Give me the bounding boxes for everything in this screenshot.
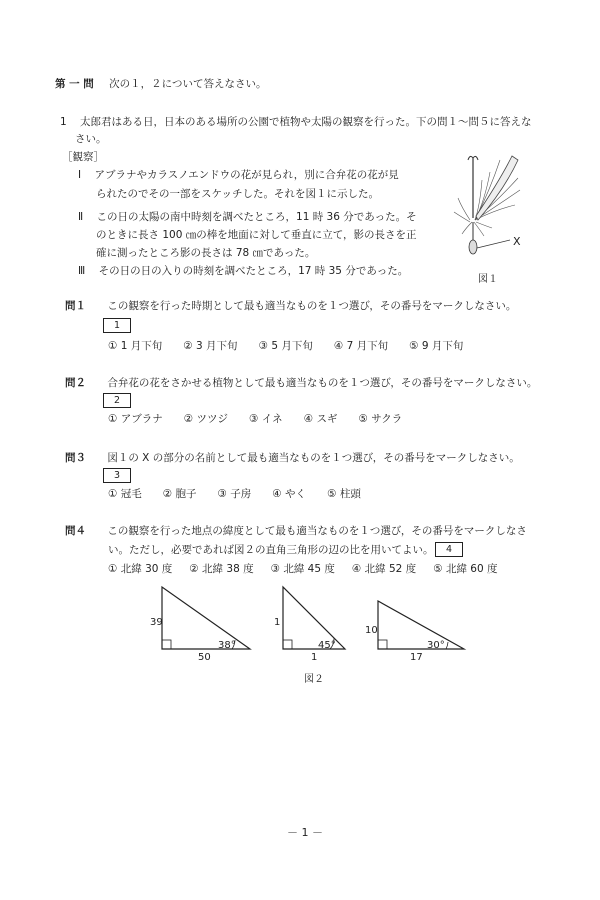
q1-option-3[interactable]: ③ 5 月下旬 — [258, 340, 313, 352]
intro-number: 1 — [60, 116, 67, 128]
figure1-caption: 図１ — [478, 274, 498, 285]
observation-2-line-3: 確に測ったところ影の長さは 78 ㎝であった。 — [96, 247, 316, 259]
triangle-2-angle: 45° — [318, 640, 336, 651]
q4-option-4[interactable]: ④ 北緯 52 度 — [351, 563, 417, 575]
intro-line-2: さい。 — [75, 133, 107, 145]
q3-option-5[interactable]: ⑤ 柱頭 — [327, 488, 361, 500]
question-1-options — [108, 338, 466, 353]
observation-1-line-2: られたのでその一部をスケッチした。それを図１に示した。 — [96, 188, 379, 200]
page-number: － 1 － — [287, 826, 323, 839]
q3-option-4[interactable]: ④ やく — [272, 488, 307, 500]
triangle-3-height: 10 — [365, 625, 378, 636]
section-label: 第 一 問 — [55, 78, 94, 90]
q3-option-3[interactable]: ③ 子房 — [217, 488, 252, 500]
q4-option-5[interactable]: ⑤ 北緯 60 度 — [433, 563, 498, 575]
observation-3-line-1: その日の日の入りの時刻を調べたところ，17 時 35 分であった。 — [98, 265, 409, 277]
answer-box-2[interactable]: 2 — [103, 393, 131, 408]
triangle-1-base: 50 — [198, 652, 211, 663]
question-1 — [65, 298, 516, 313]
triangle-1-height: 39 — [150, 617, 163, 628]
observation-2-line-2: のときに長さ 100 ㎝の棒を地面に対して垂直に立て，影の長さを正 — [96, 229, 417, 241]
question-4 — [65, 523, 527, 538]
q2-option-4[interactable]: ④ スギ — [303, 413, 338, 425]
q2-option-5[interactable]: ⑤ サクラ — [358, 413, 403, 425]
question-4-line-2 — [108, 542, 434, 557]
question-2 — [65, 375, 537, 390]
observation-2-line-1: この日の太陽の南中時刻を調べたところ，11 時 36 分であった。そ — [96, 211, 417, 223]
q1-option-2[interactable]: ② 3 月下旬 — [183, 340, 238, 352]
answer-box-1[interactable]: 1 — [103, 318, 131, 333]
intro-line-1 — [60, 115, 532, 130]
intro-text-1: 太郎君はある日，日本のある場所の公園で植物や太陽の観察を行った。下の問１～問５に答えな — [80, 116, 532, 128]
q4-option-2[interactable]: ② 北緯 38 度 — [189, 563, 254, 575]
q3-option-1[interactable]: ① 冠毛 — [108, 488, 142, 500]
q1-option-5[interactable]: ⑤ 9 月下旬 — [409, 340, 464, 352]
q2-option-1[interactable]: ① アブラナ — [108, 413, 163, 425]
section-title — [55, 76, 266, 91]
figure2-caption: 図２ — [304, 674, 324, 685]
q4-option-1[interactable]: ① 北緯 30 度 — [108, 563, 173, 575]
observation-label: ［観察］ — [62, 151, 104, 163]
question-2-text: 合弁花の花をさかせる植物として最も適当なものを１つ選び，その番号をマークしなさい。 — [107, 377, 538, 389]
section-instruction: 次の１，２について答えなさい。 — [109, 78, 267, 90]
triangle-1 — [162, 587, 250, 649]
triangle-3 — [378, 601, 464, 649]
observation-item-2 — [78, 210, 417, 225]
question-4-text-2: い。ただし，必要であれば図２の直角三角形の辺の比を用いてよい。 — [108, 544, 434, 556]
observation-mark-1: Ⅰ — [78, 169, 82, 181]
question-3-label: 問３ — [65, 452, 86, 464]
triangle-2-base: 1 — [311, 652, 318, 663]
observation-1-line-1: アブラナやカラスノエンドウの花が見られ，別に合弁花の花が見 — [94, 169, 399, 181]
question-4-label: 問４ — [65, 525, 86, 537]
triangle-2-height: 1 — [274, 617, 281, 628]
question-4-options — [108, 561, 500, 576]
observation-mark-3: Ⅲ — [78, 265, 86, 277]
figure1-pointer-label: X — [513, 235, 521, 248]
question-2-options — [108, 411, 405, 426]
question-1-text: この観察を行った時期として最も適当なものを１つ選び，その番号をマークしなさい。 — [107, 300, 517, 312]
answer-box-3[interactable]: 3 — [103, 468, 131, 483]
figure1-flower-sketch — [440, 150, 540, 270]
question-1-label: 問１ — [65, 300, 86, 312]
observation-item-3 — [78, 264, 408, 279]
question-2-label: 問２ — [65, 377, 86, 389]
observation-mark-2: Ⅱ — [78, 211, 84, 223]
triangle-1-angle: 38° — [218, 640, 236, 651]
q2-option-2[interactable]: ② ツツジ — [183, 413, 229, 425]
q2-option-3[interactable]: ③ イネ — [249, 413, 283, 425]
q1-option-4[interactable]: ④ 7 月下旬 — [333, 340, 389, 352]
triangle-3-angle: 30° — [427, 640, 445, 651]
question-3-text: 図１の X の部分の名前として最も適当なものを１つ選び，その番号をマークしなさい。 — [107, 452, 520, 464]
observation-item-1 — [78, 168, 399, 183]
question-4-text: この観察を行った地点の緯度として最も適当なものを１つ選び，その番号をマークしなさ — [107, 525, 527, 537]
question-3 — [65, 450, 520, 465]
q4-option-3[interactable]: ③ 北緯 45 度 — [270, 563, 335, 575]
triangle-3-base: 17 — [410, 652, 423, 663]
question-3-options — [108, 486, 364, 501]
q3-option-2[interactable]: ② 胞子 — [162, 488, 197, 500]
q1-option-1[interactable]: ① 1 月下旬 — [108, 340, 163, 352]
answer-box-4[interactable]: 4 — [435, 542, 463, 557]
